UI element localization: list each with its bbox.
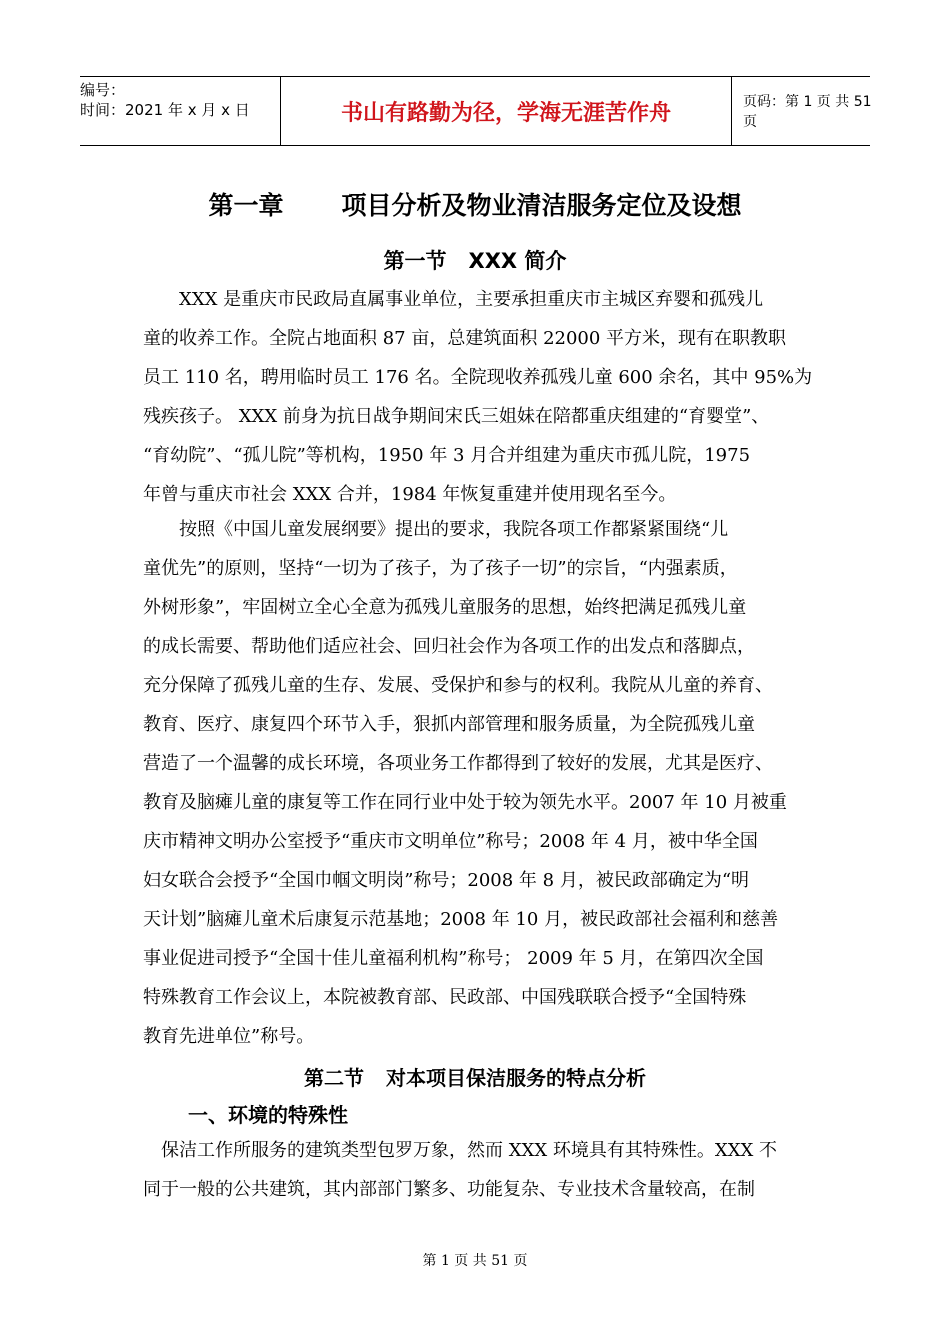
text-line: 员工 110 名，聘用临时员工 176 名。全院现收养孤残儿童 600 余名，其中 95%为 (143, 367, 813, 388)
chapter-title: 项目分析及物业清洁服务定位及设想 (341, 191, 742, 220)
section-title: XXX 简介 (468, 249, 567, 273)
section-title: 对本项目保洁服务的特点分析 (386, 1066, 646, 1090)
text-line: 充分保障了孤残儿童的生存、发展、受保护和参与的权利。我院从儿童的养育、 (143, 675, 773, 696)
text-line: 同于一般的公共建筑，其内部部门繁多、功能复杂、专业技术含量较高，在制 (143, 1179, 755, 1200)
header-motto: 书山有路勤为径，学海无涯苦作舟 (280, 77, 732, 145)
text-line: 事业促进司授予“全国十佳儿童福利机构”称号； 2009 年 5 月，在第四次全国 (143, 948, 764, 969)
text-line: 妇女联合会授予“全国巾帼文明岗”称号；2008 年 8 月，被民政部确定为“明 (143, 870, 750, 891)
text-line: 营造了一个温馨的成长环境，各项业务工作都得到了较好的发展，尤其是医疗、 (143, 753, 773, 774)
text-line: 外树形象”，牢固树立全心全意为孤残儿童服务的思想，始终把满足孤残儿童 (143, 597, 747, 618)
text-line: 童优先”的原则，坚持“一切为了孩子，为了孩子一切”的宗旨，“内强素质， (143, 558, 738, 579)
section-number: 第二节 (304, 1066, 364, 1090)
text-line: 按照《中国儿童发展纲要》提出的要求，我院各项工作都紧紧围绕“儿 (143, 519, 729, 540)
text-line: 庆市精神文明办公室授予“重庆市文明单位”称号；2008 年 4 月，被中华全国 (143, 831, 758, 852)
text-line: 残疾孩子。 XXX 前身为抗日战争期间宋氏三姐妹在陪都重庆组建的“育婴堂”、 (143, 406, 770, 427)
text-line: XXX 是重庆市民政局直属事业单位，主要承担重庆市主城区弃婴和孤残儿 (143, 289, 764, 310)
section-number: 第一节 (383, 249, 447, 273)
section-heading-1 (0, 245, 950, 275)
text-line: 教育、医疗、康复四个环节入手，狠抓内部管理和服务质量，为全院孤残儿童 (143, 714, 755, 735)
page-footer: 第 1 页 共 51 页 (422, 1253, 528, 1269)
text-line: “育幼院”、“孤儿院”等机构，1950 年 3 月合并组建为重庆市孤儿院，1975 (143, 445, 751, 466)
paragraph-1 (143, 280, 813, 514)
chapter-heading (0, 186, 950, 222)
subsection-heading: 一、环境的特殊性 (188, 1103, 348, 1127)
section-heading-2 (0, 1062, 950, 1091)
chapter-number: 第一章 (208, 191, 284, 220)
text-line: 的成长需要、帮助他们适应社会、回归社会作为各项工作的出发点和落脚点， (143, 636, 755, 657)
page-header (80, 76, 870, 146)
header-page-info: 页码：第 1 页 共 51 页 (743, 94, 872, 130)
header-meta (80, 77, 280, 145)
text-line: 天计划”脑瘫儿童术后康复示范基地；2008 年 10 月，被民政部社会福利和慈善 (143, 909, 779, 930)
header-time: 时间：2021 年 x 月 x 日 (80, 101, 250, 119)
paragraph-3 (143, 1131, 813, 1209)
text-line: 年曾与重庆市社会 XXX 合并，1984 年恢复重建并使用现名至今。 (143, 484, 677, 505)
text-line: 教育先进单位”称号。 (143, 1026, 315, 1047)
paragraph-2 (143, 510, 813, 1056)
text-line: 童的收养工作。全院占地面积 87 亩，总建筑面积 22000 平方米，现有在职教职 (143, 328, 787, 349)
text-line: 特殊教育工作会议上，本院被教育部、民政部、中国残联联合授予“全国特殊 (143, 987, 747, 1008)
header-number: 编号： (80, 81, 126, 99)
text-line: 保洁工作所服务的建筑类型包罗万象，然而 XXX 环境具有其特殊性。XXX 不 (143, 1140, 778, 1161)
text-line: 教育及脑瘫儿童的康复等工作在同行业中处于较为领先水平。2007 年 10 月被重 (143, 792, 787, 813)
